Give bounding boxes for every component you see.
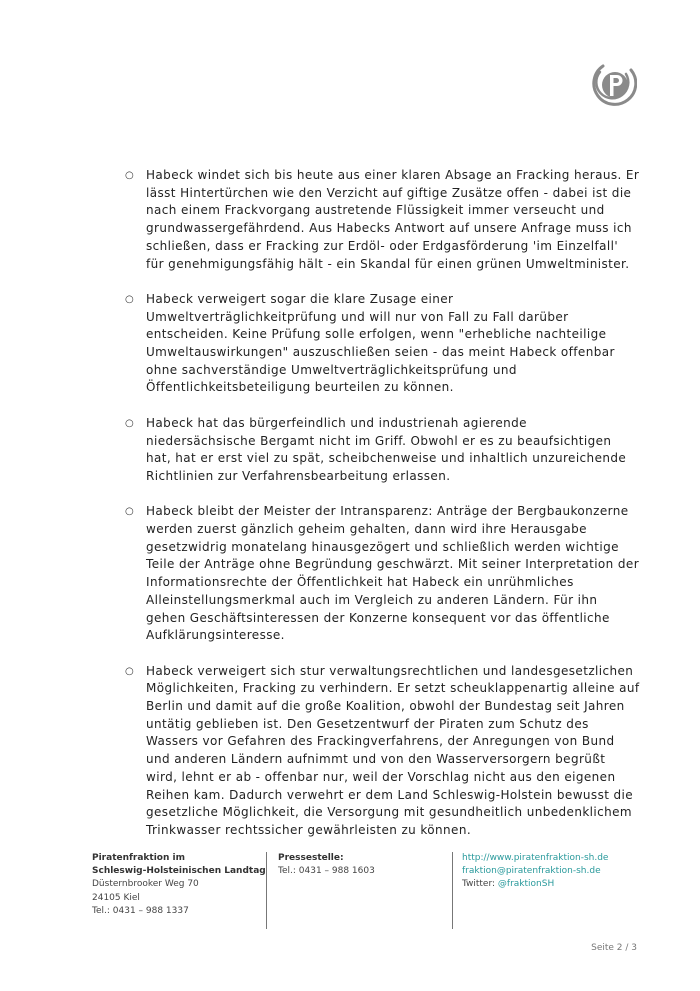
- bullet-marker: ○: [125, 417, 135, 429]
- footer-email-link[interactable]: fraktion@piratenfraktion-sh.de: [462, 866, 601, 877]
- bullet-text: Habeck windet sich bis heute aus einer klaren Absage an Fracking heraus. Er lässt Hintertürchen wie den Verzicht auf giftige Zusätze offen - dabei ist die nach einem Frackvorgang austretende Flüssigkeit immer verseucht und grundwassergefährdend. Aus Habecks Antwort auf unsere Anfrage muss ich schließen, dass er Fracking zur Erdöl- oder Erdgasförderung 'im Einzelfall' für genehmigungsfähig hält - ein Skandal für einen grünen Umweltminister.: [146, 168, 640, 271]
- footer-street: Düsternbrooker Weg 70: [92, 879, 199, 890]
- footer-phone: Tel.: 0431 – 988 1337: [92, 905, 189, 916]
- list-item: [125, 663, 640, 840]
- footer-press-column: [278, 852, 453, 929]
- pirate-party-logo-icon: [591, 60, 637, 110]
- footer-city: 24105 Kiel: [92, 892, 140, 903]
- bullet-text: Habeck bleibt der Meister der Intransparenz: Anträge der Bergbaukonzerne werden zuerst gänzlich geheim gehalten, dann wird ihre Herausgabe gesetzwidrig monatelang hinausgezögert und schließlich werden wichtige Teile der Anträge ohne Begründung geschwärzt. Mit seiner Interpretation der Informationsrechte der Öffentlichkeit hat Habeck ein unrühmliches Alleinstellungsmerkmal auch im Vergleich zu anderen Ländern. Für ihn gehen Geschäftsinteressen der Konzerne konsequent vor das öffentliche Aufklärungsinteresse.: [146, 504, 640, 643]
- footer-address-column: [92, 852, 267, 929]
- footer-contact-column: [462, 852, 640, 929]
- footer-org-name-line2: Schleswig-Holsteinischen Landtag: [92, 866, 266, 877]
- page-footer: [92, 852, 640, 929]
- bullet-list: [125, 167, 640, 840]
- bullet-marker: ○: [125, 665, 135, 677]
- bullet-text: Habeck hat das bürgerfeindlich und industrienah agierende niedersächsische Bergamt nicht im Griff. Obwohl er es zu beaufsichtigen hat, hat er erst viel zu spät, scheibchenweise und inhaltlich unzureichende Richtlinien zur Verfahrensbearbeitung erlassen.: [146, 415, 627, 483]
- bullet-text: Habeck verweigert sogar die klare Zusage einer Umweltverträglichkeitprüfung und will nur von Fall zu Fall darüber entscheiden. Keine Prüfung solle erfolgen, wenn "erhebliche nachteilige Umweltauswirkungen" auszuschließen seien - das meint Habeck offenbar ohne sachverständige Umweltverträglichkeitsprüfung und Öffentlichkeitsbeteiligung beurteilen zu können.: [146, 291, 615, 395]
- bullet-marker: ○: [125, 293, 135, 305]
- list-item: [125, 503, 640, 645]
- footer-press-phone: Tel.: 0431 – 988 1603: [278, 866, 375, 877]
- footer-twitter: [462, 878, 640, 891]
- bullet-text: Habeck verweigert sich stur verwaltungsrechtlichen und landesgesetzlichen Möglichkeiten, Fracking zu verhindern. Er setzt scheuklappenartig alleine auf Berlin und damit auf die große Koalition, obwohl der Bundestag seit Jahren untätig geblieben ist. Den Gesetzentwurf der Piraten zum Schutz des Wassers vor Gefahren des Frackingverfahrens, der Anregungen von Bund und anderen Ländern aufnimmt und von den Wasserversorgern begrüßt wird, lehnt er ab - offenbar nur, weil der Vorschlag nicht aus den eigenen Reihen kam. Dadurch verwehrt er dem Land Schleswig-Holstein bewusst die gesetzliche Möglichkeit, die Versorgung mit gesundheitlich unbedenklichem Trinkwasser rechtssicher gewährleisten zu können.: [146, 663, 640, 837]
- page-number: Seite 2 / 3: [591, 943, 637, 953]
- footer-website-link[interactable]: http://www.piratenfraktion-sh.de: [462, 853, 609, 863]
- footer-org-name: Piratenfraktion im: [92, 853, 185, 863]
- bullet-marker: ○: [125, 170, 135, 181]
- list-item: [125, 167, 640, 273]
- footer-twitter-link[interactable]: @fraktionSH: [497, 879, 555, 890]
- list-item: [125, 291, 640, 397]
- footer-twitter-label: Twitter:: [462, 879, 498, 890]
- bullet-marker: ○: [125, 506, 135, 518]
- footer-press-label: Pressestelle:: [278, 853, 344, 863]
- list-item: [125, 415, 640, 486]
